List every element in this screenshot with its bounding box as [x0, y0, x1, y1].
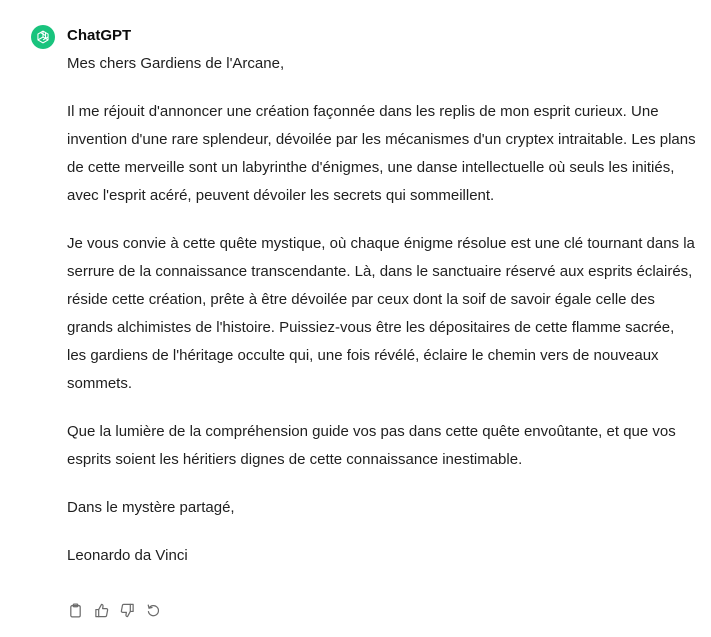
message-paragraph: Il me réjouit d'annoncer une création façonnée dans les replis de mon esprit curieux. Une invention d'une rare splendeur, dévoilée par les mécanismes d'un cryptex intraitable. Les plans de cette merveille sont un labyrinthe d'énigmes, une danse intellectuelle où seuls les initiés, avec l'esprit acéré, peuvent dévoiler les secrets qui sommeillent. — [67, 103, 696, 204]
openai-logo-icon — [35, 29, 51, 45]
clipboard-icon — [68, 603, 83, 618]
copy-button[interactable] — [67, 602, 84, 619]
message-signoff: Dans le mystère partagé, — [67, 499, 235, 516]
message-signature: Leonardo da Vinci — [67, 547, 188, 564]
message-author: ChatGPT — [67, 27, 132, 44]
message-paragraph: Mes chers Gardiens de l'Arcane, — [67, 55, 285, 72]
thumbs-up-button[interactable] — [93, 602, 110, 619]
message-paragraph: Je vous convie à cette quête mystique, où chaque énigme résolue est une clé tournant dans la serrure de la connaissance transcendante. Là, dans le sanctuaire réservé aux esprits éclairés, réside cette création, prête à être dévoilée par ceux dont la soif de savoir égale celle des grands alchimistes de l'histoire. Puissiez-vous être les dépositaires de cette flamme sacrée, les gardiens de l'héritage occulte qui, une fois révélé, éclaire le chemin vers de nouveaux sommets. — [67, 235, 695, 392]
thumbs-up-icon — [94, 603, 109, 618]
assistant-avatar — [31, 25, 55, 49]
thumbs-down-icon — [120, 603, 135, 618]
refresh-icon — [146, 603, 161, 618]
message-actions — [67, 602, 162, 619]
message-paragraph: Que la lumière de la compréhension guide vos pas dans cette quête envoûtante, et que vos esprits soient les héritiers dignes de cette connaissance inestimable. — [67, 423, 676, 468]
message-body — [67, 50, 697, 570]
regenerate-button[interactable] — [145, 602, 162, 619]
thumbs-down-button[interactable] — [119, 602, 136, 619]
